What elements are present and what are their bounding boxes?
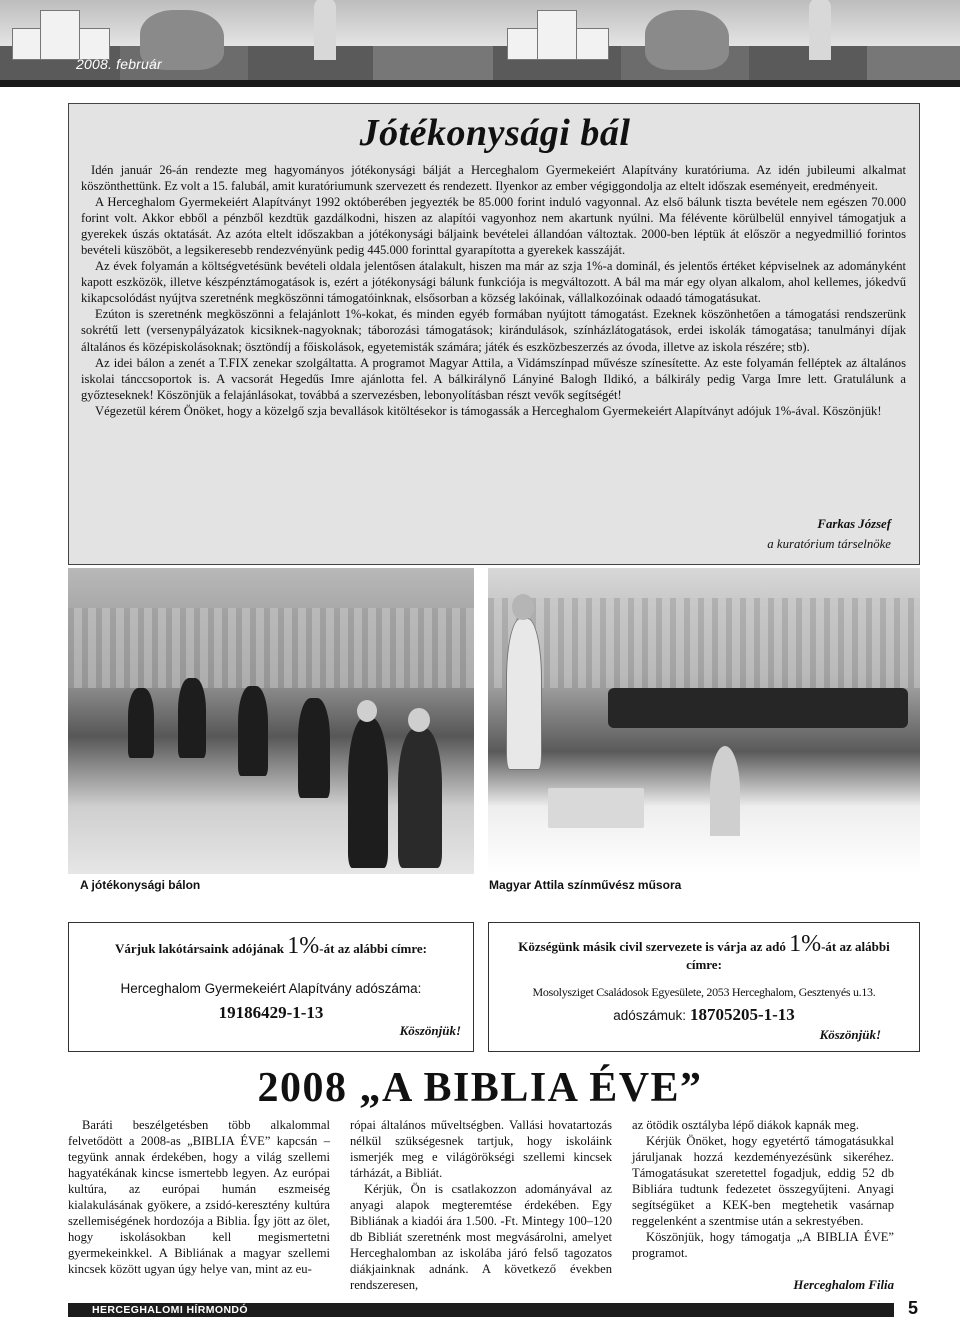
photo-performer-stage: [488, 568, 920, 874]
biblia-paragraph: rópai általános műveltségben. Vallási hovatartozás nélkül szükségesnek tartjuk, hogy iskoláink ismerjék meg e világörökségi szellemi kincsek tárházát, a Bibliát.: [350, 1118, 612, 1181]
article-box: [68, 103, 920, 565]
header-photo-school-2: [493, 0, 621, 80]
header-photo-field: [373, 0, 493, 80]
donation-lead-suffix: -át az alábbi címre:: [319, 941, 427, 956]
header-photo-rock-2: [621, 0, 749, 80]
biblia-column-1: [68, 1117, 330, 1277]
article-body: [81, 162, 906, 419]
donation-lead-text: Községünk másik civil szervezete is várja az adó: [518, 939, 786, 954]
biblia-signature: Herceghalom Filia: [793, 1278, 894, 1292]
header-photo-trees: [867, 0, 960, 80]
biblia-paragraph: az ötödik osztályba lépő diákok kapnák meg.: [632, 1118, 859, 1132]
donation-thanks: Köszönjük!: [819, 1027, 881, 1042]
header-rule: [0, 80, 960, 87]
page-number: 5: [908, 1298, 919, 1318]
photo-ball-dancers: [68, 568, 474, 874]
article-signature: [767, 514, 891, 554]
biblia-column-3: [632, 1117, 894, 1261]
publication-name: HERCEGHALOMI HÍRMONDÓ: [92, 1304, 248, 1316]
article-paragraph: Végezetül kérem Önöket, hogy a közelgő szja bevallások kitöltésekor is támogassák a Herceghalom Gyermekeiért Alapítványt adójuk 1%-ával. Köszönjük!: [95, 403, 882, 418]
donation-tax-line: [489, 1005, 919, 1025]
issue-date: 2008. február: [76, 56, 162, 72]
donation-lead: [499, 931, 909, 974]
donation-tax-number: 19186429-1-13: [218, 1003, 324, 1022]
donation-tax-number: 18705205-1-13: [689, 1005, 795, 1024]
percent-value: 1%: [287, 933, 320, 959]
signature-role: a kuratórium társelnöke: [767, 537, 891, 551]
article-paragraph: Az idei bálon a zenét a T.FIX zenekar szolgáltatta. A programot Magyar Attila, a Vidámszínpad művésze színesítette. Az este folyamán felléptek az általános iskolai tánccsoportok is. A vacsorát Hegedűs Imre ajánlotta fel. A bálkirálynő Lányiné Balogh Ildikó, a bálkirály pedig Varga Imre lett. Gratulálunk a győzteseknek! Köszönjük a felajánlásokat, továbbá a szervezésben, lebonyolításban részt vevők segítségét!: [81, 355, 906, 402]
article-paragraph: Az évek folyamán a költségvetésünk bevételi oldala jelentősen átalakult, hiszen ma már az szja 1%-a dominál, és jelentős értéket képviselnek az adományként kapott eszközök, illetve készpénztámogatások is, ezért a jótékonysági bálunk funkciója is megváltozott. A bál ma már egy olyan alkalom, ahol kellemes, jókedvű kikapcsolódást nyújtva szeretnénk megköszönni támogatóinknak, elsősorban a község lakóinak, vállalkozóinak odaadó támogatásukat.: [81, 259, 906, 306]
biblia-title: 2008 „A BIBLIA ÉVE”: [257, 1065, 703, 1111]
donation-lead-text: Várjuk lakótársaink adójának: [114, 941, 285, 956]
article-paragraph: Idén január 26-án rendezte meg hagyományos jótékonysági bálját a Herceghalom Gyermekeiért Alapítvány kuratóriuma. Az idén jubileumi alkalmat köszönthettünk. Ez volt a 15. falubál, amit kuratóriumunk szervezett és rendezett. Ilyenkor az ember végiggondolja az eltelt időszak eseményeit, eredményeit.: [81, 163, 906, 194]
donation-lead-suffix: -át az alábbi címre:: [686, 939, 890, 972]
biblia-paragraph: Baráti beszélgetésben több alkalommal felvetődött a 2008-as „BIBLIA ÉVE” kapcsán – tegyünk annak érdekében, hogy a világ szellemi hagyatékának kincse ismertebb legyen. Az európai kultúra, az európai humán eszmeiség kialakulásának gyökere, a zsidó-keresztény kultúra szellemiségének hordozója a Biblia. Így jött az ölet, hogy iskolásokban kell megismertetni gyermekeinkkel. A Bibliának a magyar szellemi kincsek között ugyan úgy helye van, mint az eu-: [68, 1118, 330, 1277]
donation-box-left: [68, 922, 474, 1052]
donation-box-right: [488, 922, 920, 1052]
donation-org-label: Mosolysziget Családosok Egyesülete, 2053 Herceghalom, Gesztenyés u.13.: [532, 985, 876, 999]
article-title: Jótékonysági bál: [359, 112, 631, 154]
article-paragraph: A Herceghalom Gyermekeiért Alapítványt 1992 októberében jegyezték be 85.000 forint induló vagyonnal. Az első bálunk tiszta bevétele nem egészen 70.000 forint volt. Akkor ebből a pénzből kezdtük gazdálkodni, hiszen az alapítói vagyonhoz nem akartunk nyúlni. Ma félévente körülbelül ennyivel támogatjuk a gyerekek úszás oktatását. Az azóta eltelt időszakban a jótékonysági báljaink bevételei állandóan változtak. 2000-ben léptük át először a negyedmillió forintos bevételi küszöböt, a legsikeresebb rendezvényünk pedig 445.000 forinttal gyarapította a gyerekek kasszáját.: [81, 195, 906, 258]
biblia-paragraph: Kérjük, Ön is csatlakozzon adományával az anyagi alapok megteremtése érdekében. Egy Bibliának a kiadói ára 1.500. -Ft. Mintegy 100–120 db Bibliát szeretnénk most megvásárolni, amelyet Herceghalomban az iskolába járó felső tagozatos diákjainknak adnánk. A következő években rendszeresen,: [350, 1182, 612, 1293]
header-photo-tower: [248, 0, 373, 80]
signature-name: Farkas József: [817, 517, 891, 531]
donation-thanks: Köszönjük!: [399, 1023, 461, 1038]
biblia-paragraph: Kérjük Önöket, hogy egyetértő támogatásukkal járuljanak hozzá kezdeményezésünk sikeréhez. Támogatásukat szeretettel fogadjuk, eddig 52 db Bibliára tudtunk fedezetet összegyűjteni. Anyagi segítségüket a KEK-ben megtehetik vasárnap reggelenként a szentmise után a sekrestyében.: [632, 1134, 894, 1229]
donation-tax-label: adószámuk:: [613, 1008, 686, 1023]
biblia-paragraph: Köszönjük, hogy támogatja „A BIBLIA ÉVE” programot.: [632, 1230, 894, 1261]
donation-lead: [69, 933, 473, 960]
biblia-column-2: [350, 1117, 612, 1294]
header-photo-tower-2: [749, 0, 867, 80]
article-paragraph: Ezúton is szeretnénk megköszönni a felajánlott 1%-kokat, és minden egyéb formában nyújtott támogatást. Ezeknek köszönhetően a támogatási rendszerünk sokrétű lett (versenypályázatok kicsiknek-nagyoknak; táborozási támogatások; kirándulások, színházlátogatások, erdei iskolák támogatása; tanulmányi díjak általános és középiskolásoknak; ösztöndíj a főiskolások, egyetemisták számára; játék és eszközbeszerzés az óvoda, illetve az iskola részére; stb).: [81, 307, 906, 354]
photo-caption-left: A jótékonysági bálon: [80, 878, 201, 892]
photo-caption-right: Magyar Attila színművész műsora: [489, 878, 682, 892]
percent-value: 1%: [789, 931, 822, 957]
donation-org-label: Herceghalom Gyermekeiért Alapítvány adószáma:: [120, 981, 422, 996]
